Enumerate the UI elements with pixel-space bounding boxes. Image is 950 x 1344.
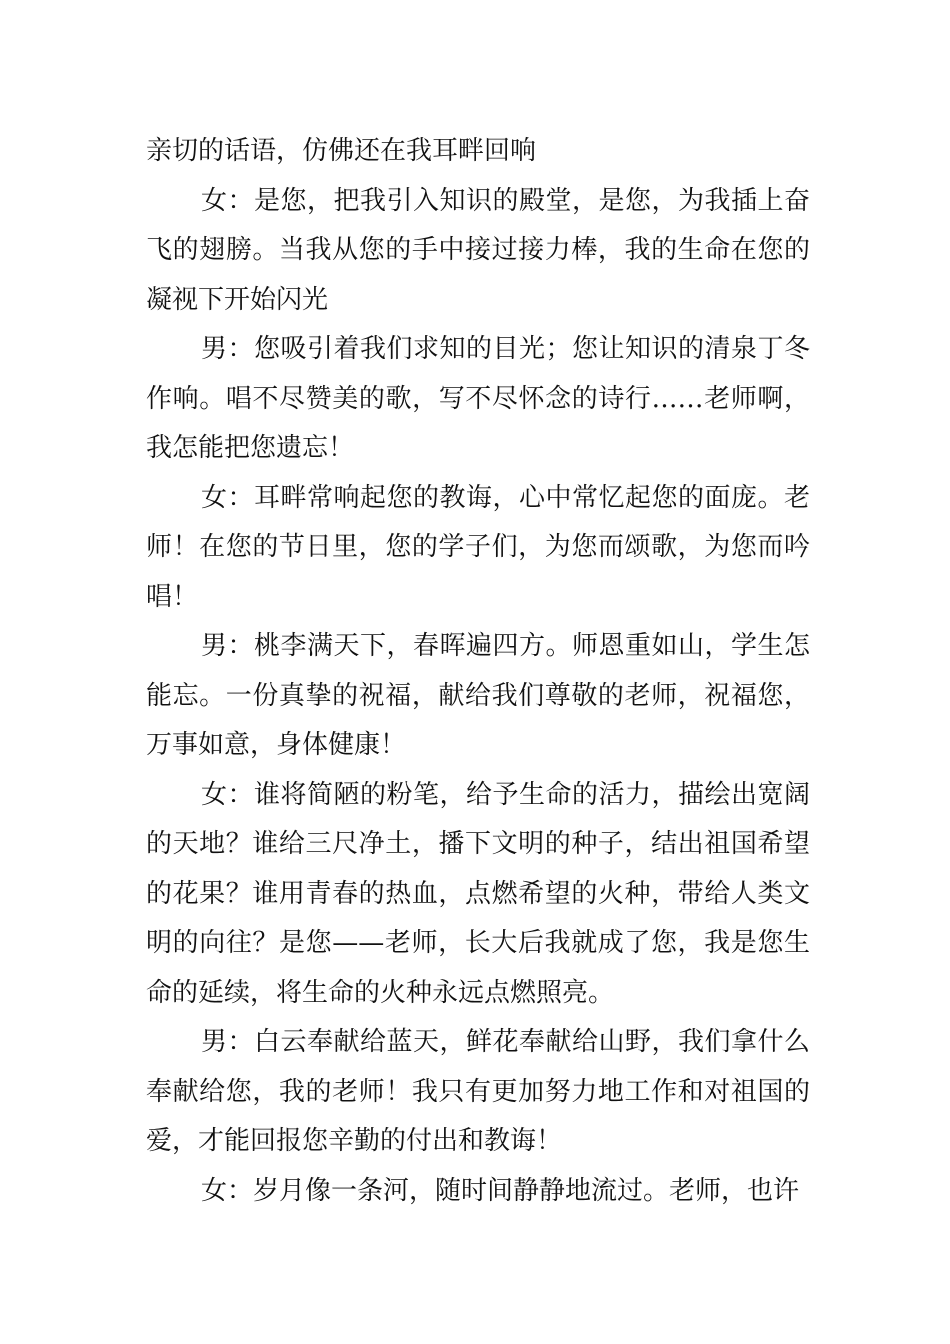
paragraph-continuation: 亲切的话语，仿佛还在我耳畔回响 — [146, 136, 537, 166]
paragraph-male-2: 男：桃李满天下，春晖遍四方。师恩重如山，学生怎能忘。一份真挚的祝福，献给我们尊敬的老师，祝福您，万事如意，身体健康！ — [146, 631, 810, 760]
document-body — [146, 127, 810, 1216]
paragraph-female-3: 女：谁将简陋的粉笔，给予生命的活力，描绘出宽阔的天地？谁给三尺净土，播下文明的种子，结出祖国希望的花果？谁用青春的热血，点燃希望的火种，带给人类文明的向往？是您——老师，长大后我就成了您，我是您生命的延续，将生命的火种永远点燃照亮。 — [146, 779, 810, 1008]
paragraph-female-4: 女：岁月像一条河，随时间静静地流过。老师，也许 — [201, 1175, 800, 1206]
paragraph-female-2: 女：耳畔常响起您的教诲，心中常忆起您的面庞。老师！在您的节日里，您的学子们，为您而颂歌，为您而吟唱！ — [146, 482, 810, 612]
paragraph-male-1: 男：您吸引着我们求知的目光；您让知识的清泉丁冬作响。唱不尽赞美的歌，写不尽怀念的诗行……老师啊，我怎能把您遗忘！ — [146, 334, 810, 463]
paragraph-male-3: 男：白云奉献给蓝天，鲜花奉献给山野，我们拿什么奉献给您，我的老师！我只有更加努力地工作和对祖国的爱，才能回报您辛勤的付出和教诲！ — [146, 1027, 810, 1156]
paragraph-female-1: 女：是您，把我引入知识的殿堂，是您，为我插上奋飞的翅膀。当我从您的手中接过接力棒，我的生命在您的凝视下开始闪光 — [146, 185, 810, 315]
